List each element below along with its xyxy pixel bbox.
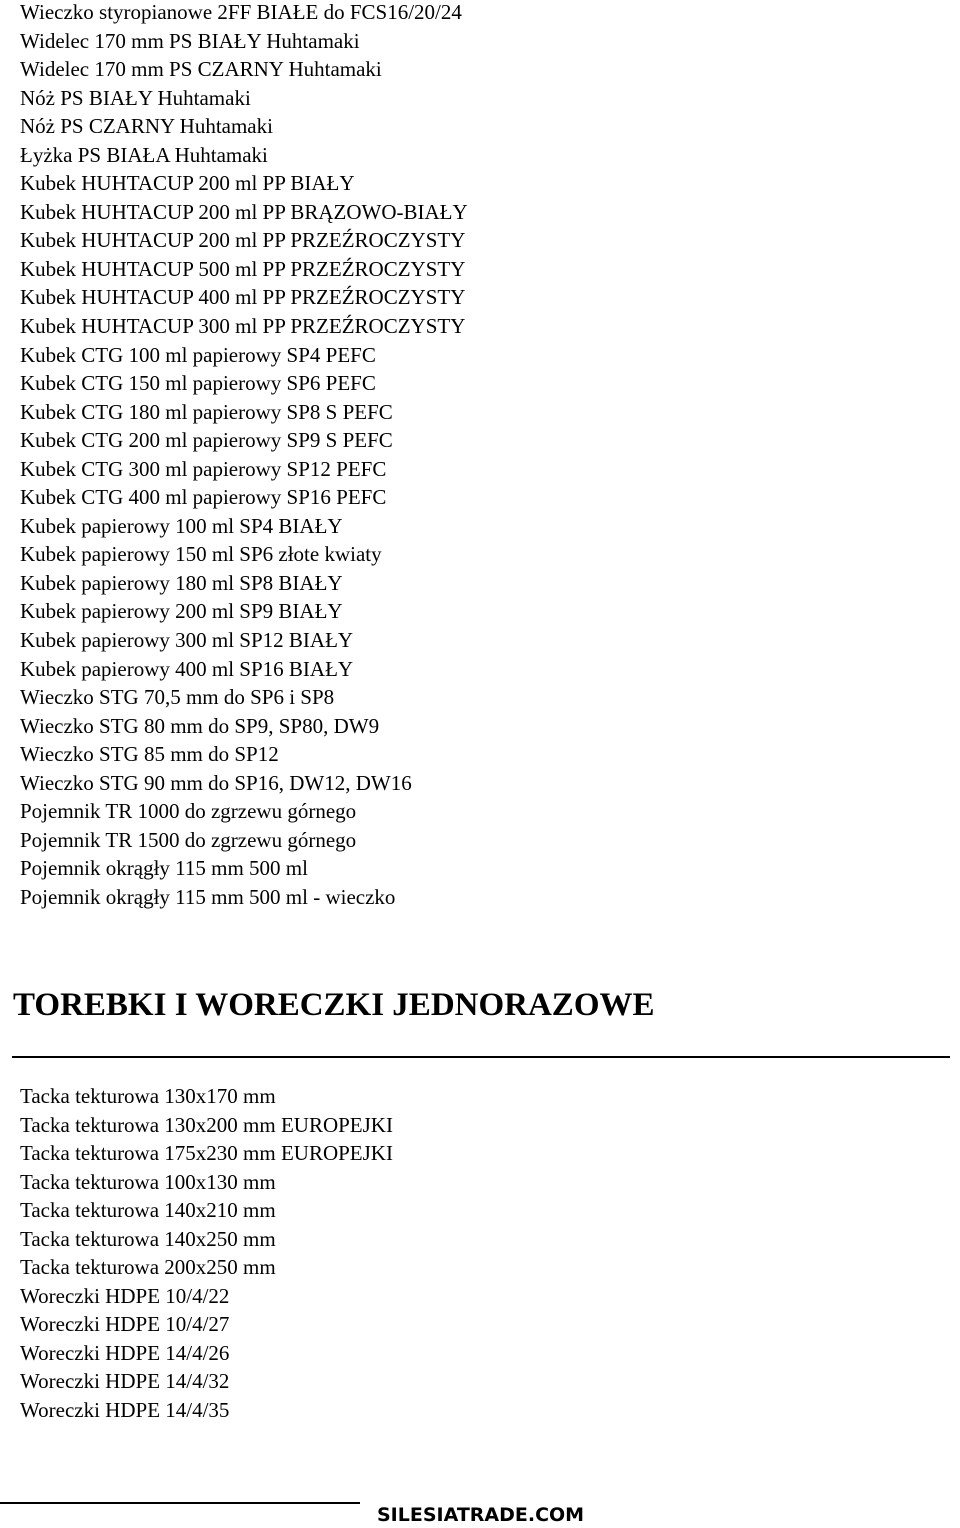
product-item: Tacka tekturowa 200x250 mm [20,1255,276,1280]
product-item: Łyżka PS BIAŁA Huhtamaki [20,142,268,167]
product-item: Kubek HUHTACUP 300 ml PP PRZEŹROCZYSTY [20,314,466,339]
product-list-bottom [20,1082,393,1425]
product-item: Kubek HUHTACUP 200 ml PP PRZEŹROCZYSTY [20,228,466,253]
product-item: Widelec 170 mm PS CZARNY Huhtamaki [20,57,382,82]
product-item: Woreczki HDPE 14/4/32 [20,1369,230,1394]
product-item: Kubek papierowy 200 ml SP9 BIAŁY [20,599,343,624]
product-item: Kubek HUHTACUP 200 ml PP BIAŁY [20,171,355,196]
product-item: Wieczko STG 90 mm do SP16, DW12, DW16 [20,770,412,795]
product-item: Kubek CTG 400 ml papierowy SP16 PEFC [20,485,387,510]
product-item: Kubek CTG 100 ml papierowy SP4 PEFC [20,342,376,367]
product-item: Tacka tekturowa 130x170 mm [20,1084,276,1108]
product-item: Kubek CTG 300 ml papierowy SP12 PEFC [20,456,387,481]
product-item: Kubek HUHTACUP 400 ml PP PRZEŹROCZYSTY [20,285,466,310]
product-item: Woreczki HDPE 10/4/27 [20,1312,230,1337]
product-item: Kubek papierowy 180 ml SP8 BIAŁY [20,570,343,595]
product-item: Nóż PS BIAŁY Huhtamaki [20,85,251,110]
product-item: Kubek papierowy 400 ml SP16 BIAŁY [20,656,354,681]
product-item: Pojemnik okrągły 115 mm 500 ml [20,856,308,881]
product-item: Tacka tekturowa 100x130 mm [20,1169,276,1194]
product-item: Wieczko STG 70,5 mm do SP6 i SP8 [20,685,335,710]
product-item: Widelec 170 mm PS BIAŁY Huhtamaki [20,28,360,53]
product-item: Kubek papierowy 150 ml SP6 złote kwiaty [20,542,382,567]
section-heading: TOREBKI I WORECZKI JEDNORAZOWE [13,987,655,1023]
product-item: Pojemnik TR 1500 do zgrzewu górnego [20,827,357,852]
footer-rule [0,1502,360,1504]
product-item: Wieczko STG 80 mm do SP9, SP80, DW9 [20,713,380,738]
product-item: Kubek CTG 150 ml papierowy SP6 PEFC [20,371,376,396]
product-item: Pojemnik TR 1000 do zgrzewu górnego [20,799,357,824]
product-item: Wieczko styropianowe 2FF BIAŁE do FCS16/20/24 [20,0,462,24]
product-item: Kubek HUHTACUP 200 ml PP BRĄZOWO-BIAŁY [20,199,468,224]
product-item: Woreczki HDPE 14/4/26 [20,1340,230,1365]
product-item: Tacka tekturowa 175x230 mm EUROPEJKI [20,1141,393,1166]
product-item: Kubek HUHTACUP 500 ml PP PRZEŹROCZYSTY [20,256,466,281]
product-item: Wieczko STG 85 mm do SP12 [20,742,279,767]
product-item: Woreczki HDPE 14/4/35 [20,1398,230,1423]
product-item: Tacka tekturowa 130x200 mm EUROPEJKI [20,1112,393,1137]
product-item: Kubek CTG 200 ml papierowy SP9 S PEFC [20,428,393,453]
product-item: Nóż PS CZARNY Huhtamaki [20,114,273,139]
product-item: Kubek papierowy 300 ml SP12 BIAŁY [20,628,354,653]
product-list-top [20,0,468,912]
section-heading-rule [12,1056,950,1058]
product-item: Woreczki HDPE 10/4/22 [20,1283,230,1308]
product-item: Kubek CTG 180 ml papierowy SP8 S PEFC [20,399,393,424]
product-item: Kubek papierowy 100 ml SP4 BIAŁY [20,513,343,538]
product-item: Tacka tekturowa 140x210 mm [20,1198,276,1223]
footer-brand: SILESIATRADE.COM [377,1504,585,1526]
product-item: Tacka tekturowa 140x250 mm [20,1226,276,1251]
product-item: Pojemnik okrągły 115 mm 500 ml - wieczko [20,884,396,909]
